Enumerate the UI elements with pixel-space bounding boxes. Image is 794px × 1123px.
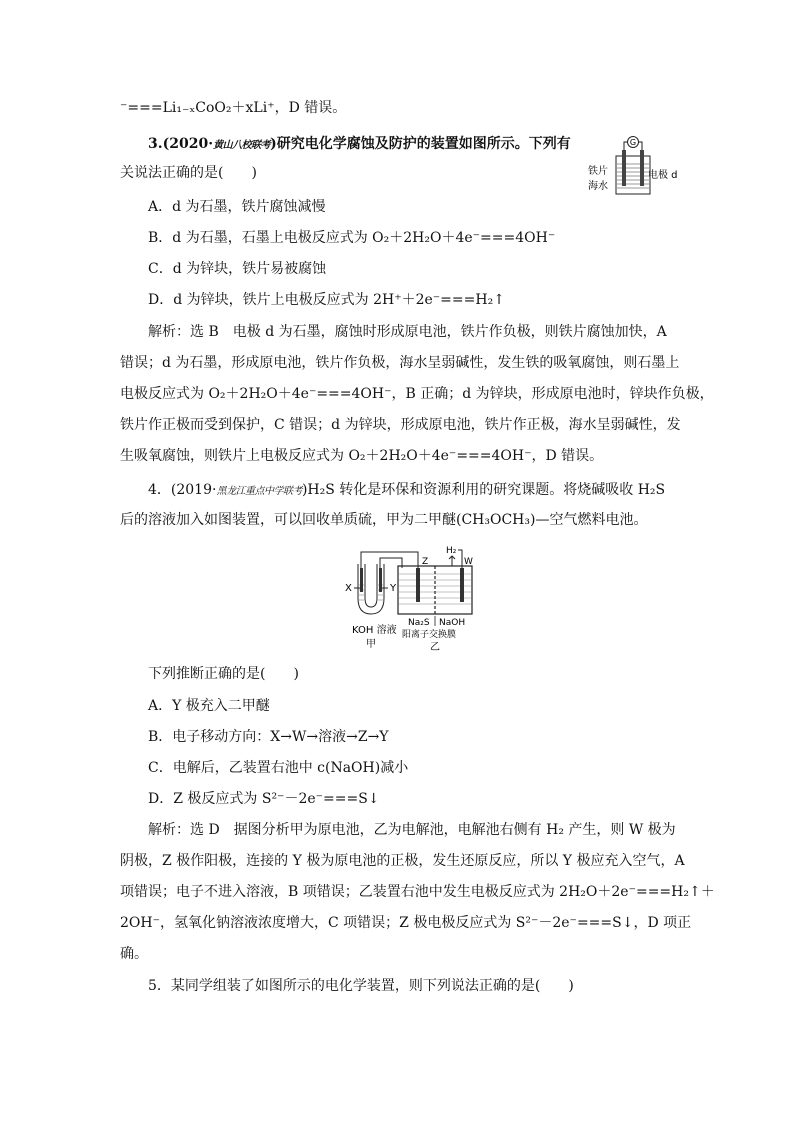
q4-apparatus-figure (340, 540, 490, 652)
q5-stem: 5．某同学组装了如图所示的电化学装置，则下列说法正确的是( ) (148, 978, 574, 994)
koh-solution-label: KOH 溶液 (352, 625, 397, 636)
q4-analysis-line-1: 解析：选 D 据图分析甲为原电池，乙为电解池，电解池右侧有 H₂ 产生，则 W 极为 (148, 822, 676, 838)
seawater-label: 海水 (588, 181, 608, 192)
electrode-w-label: W (464, 557, 473, 567)
electrode-z-label: Z (422, 557, 429, 567)
galvanometer-g-label: G (629, 138, 637, 147)
q3-option-c: C．d 为锌块，铁片易被腐蚀 (148, 261, 327, 277)
q4-stem-line-2: 后的溶液加入如图装置，可以回收单质硫，甲为二甲醚(CH₃OCH₃)—空气燃料电池。 (120, 512, 648, 528)
q4-question: 下列推断正确的是( ) (148, 666, 299, 682)
electrode-d-label: 电极 d (648, 170, 678, 181)
na2s-label: Na₂S (408, 618, 430, 628)
q3-option-a: A．d 为石墨，铁片腐蚀减慢 (148, 199, 326, 215)
q3-source: 黄山八校联考 (213, 140, 271, 151)
q4-option-d: D．Z 极反应式为 S²⁻－2e⁻===S↓ (148, 791, 380, 807)
naoh-label: NaOH (439, 618, 466, 628)
q3-option-b: B．d 为石墨，石墨上电极反应式为 O₂＋2H₂O＋4e⁻===4OH⁻ (148, 230, 556, 246)
q3-number: 3.(2020· (148, 136, 214, 152)
q4-number: 4．(2019· (148, 482, 217, 498)
q4-analysis-line-3: 项错误；电子不进入溶液，B 项错误；乙装置右池中发生电极反应式为 2H₂O＋2e⁻===H₂↑＋ (120, 884, 715, 900)
cell-jia-label: 甲 (366, 639, 376, 650)
q3-stem-text: )研究电化学腐蚀及防护的装置如图所示。下列有 (270, 136, 571, 152)
q3-analysis-line-2: 错误；d 为石墨，形成原电池，铁片作负极，海水呈弱碱性，发生铁的吸氧腐蚀，则石墨上 (120, 355, 680, 371)
q3-analysis-line-5: 生吸氧腐蚀，则铁片上电极反应式为 O₂＋2H₂O＋4e⁻===4OH⁻，D 错误。 (120, 448, 604, 464)
continued-text: ⁻===Li₁₋ₓCoO₂＋xLi⁺，D 错误。 (120, 100, 347, 116)
q4-analysis-line-5: 确。 (120, 946, 148, 962)
q4-option-c: C．电解后，乙装置右池中 c(NaOH)减小 (148, 760, 409, 776)
electrode-y-label: Y (390, 583, 397, 594)
electrode-x-label: X (345, 583, 352, 594)
q3-stem-line-2: 关说法正确的是( ) (120, 165, 257, 181)
q4-analysis-line-2: 阴极，Z 极作阳极，连接的 Y 极为原电池的正极，发生还原反应，所以 Y 极应充入空气，A (120, 853, 685, 869)
q4-option-a: A．Y 极充入二甲醚 (148, 698, 270, 714)
q4-source: 黑龙江重点中学联考 (216, 486, 302, 497)
q3-apparatus-figure (586, 134, 686, 204)
iron-plate-label: 铁片 (588, 166, 608, 177)
cation-exchange-membrane-label: 阳离子交换膜 (402, 630, 457, 640)
hydrogen-label: H₂ (446, 546, 457, 556)
q3-analysis-line-4: 铁片作正极而受到保护，C 错误；d 为锌块，形成原电池，铁片作正极，海水呈弱碱性，发 (120, 417, 681, 433)
q3-stem-line-1 (148, 134, 571, 156)
q3-analysis-line-3: 电极反应式为 O₂＋2H₂O＋4e⁻===4OH⁻，B 正确；d 为锌块，形成原电池时，锌块作负极， (120, 386, 714, 402)
q3-option-d: D．d 为锌块，铁片上电极反应式为 2H⁺＋2e⁻===H₂↑ (148, 292, 505, 308)
q4-stem-line-1 (148, 480, 665, 502)
q4-option-b: B．电子移动方向：X→W→溶液→Z→Y (148, 729, 389, 745)
q4-analysis-line-4: 2OH⁻，氢氧化钠溶液浓度增大，C 项错误；Z 极电极反应式为 S²⁻－2e⁻===S↓，D 项正 (120, 915, 692, 931)
cell-yi-label: 乙 (430, 642, 440, 652)
q3-analysis-line-1: 解析：选 B 电极 d 为石墨，腐蚀时形成原电池，铁片作负极，则铁片腐蚀加快，A (148, 324, 667, 340)
q4-stem-text: )H₂S 转化是环保和资源利用的研究课题。将烧碱吸收 H₂S (301, 482, 666, 498)
